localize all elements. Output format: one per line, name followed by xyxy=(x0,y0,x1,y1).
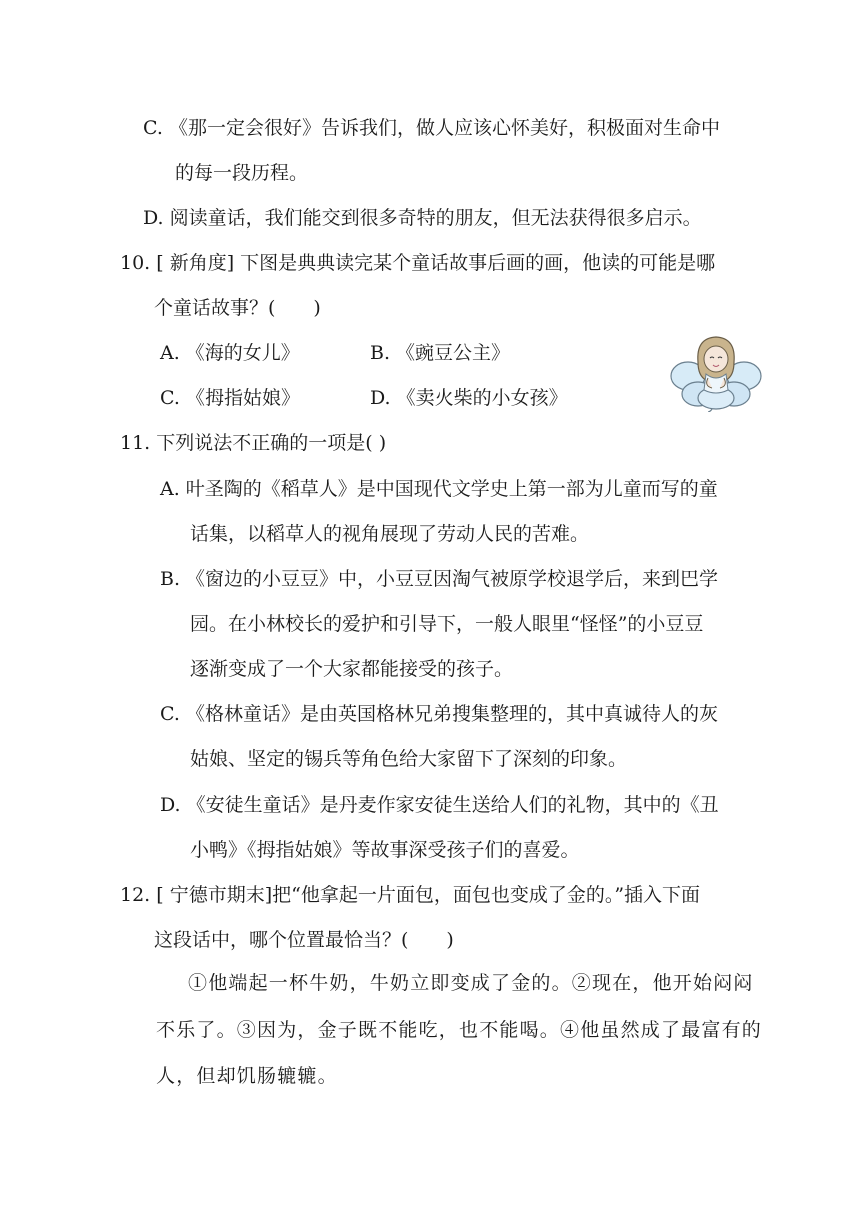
q10-option-d[interactable]: D. 《卖火柴的小女孩》 xyxy=(370,387,568,409)
q11-option-b-line3: 逐渐变成了一个大家都能接受的孩子。 xyxy=(190,658,514,680)
q9-option-d: D. 阅读童话，我们能交到很多奇特的朋友，但无法获得很多启示。 xyxy=(143,207,702,229)
q12-passage-line3: 人，但却饥肠辘辘。 xyxy=(156,1065,338,1087)
q11-option-b-line1[interactable]: B. 《窗边的小豆豆》中，小豆豆因淘气被原学校退学后，来到巴学 xyxy=(160,568,719,590)
q12-stem-line2: 这段话中，哪个位置最恰当？( ) xyxy=(154,929,454,951)
q10-option-a[interactable]: A. 《海的女儿》 xyxy=(160,342,300,364)
q12-passage-line1: ①他端起一杯牛奶，牛奶立即变成了金的。②现在，他开始闷闷 xyxy=(188,972,754,994)
q12-stem-line1: 12. [ 宁德市期末]把“他拿起一片面包，面包也变成了金的。”插入下面 xyxy=(120,884,701,906)
q11-option-d-line1[interactable]: D. 《安徒生童话》是丹麦作家安徒生送给人们的礼物，其中的《丑 xyxy=(160,794,719,816)
q12-passage-line2: 不乐了。③因为，金子既不能吃，也不能喝。④他虽然成了最富有的 xyxy=(156,1019,763,1041)
q10-stem-line2: 个童话故事？( ) xyxy=(154,297,321,319)
q11-option-b-line2: 园。在小林校长的爱护和引导下，一般人眼里“怪怪”的小豆豆 xyxy=(190,613,704,635)
q10-option-b[interactable]: B. 《豌豆公主》 xyxy=(370,342,511,364)
q10-stem-line1: 10. [ 新角度] 下图是典典读完某个童话故事后画的画，他读的可能是哪 xyxy=(120,252,716,274)
q11-stem: 11. 下列说法不正确的一项是( ) xyxy=(120,432,387,454)
q11-option-d-line2: 小鸭》《拇指姑娘》等故事深受孩子们的喜爱。 xyxy=(190,839,580,861)
q10-option-c[interactable]: C. 《拇指姑娘》 xyxy=(160,387,300,409)
q11-option-a-line1[interactable]: A. 叶圣陶的《稻草人》是中国现代文学史上第一部为儿童而写的童 xyxy=(160,478,718,500)
q11-option-a-line2: 话集，以稻草人的视角展现了劳动人民的苦难。 xyxy=(190,523,590,545)
q11-option-c-line1[interactable]: C. 《格林童话》是由英国格林兄弟搜集整理的，其中真诚待人的灰 xyxy=(160,703,718,725)
girl-in-flower-illustration-icon xyxy=(668,332,764,412)
q9-option-c-line1: C. 《那一定会很好》告诉我们，做人应该心怀美好，积极面对生命中 xyxy=(143,117,720,139)
q9-option-c-line2: 的每一段历程。 xyxy=(175,162,309,184)
q11-option-c-line2: 姑娘、坚定的锡兵等角色给大家留下了深刻的印象。 xyxy=(190,748,628,770)
